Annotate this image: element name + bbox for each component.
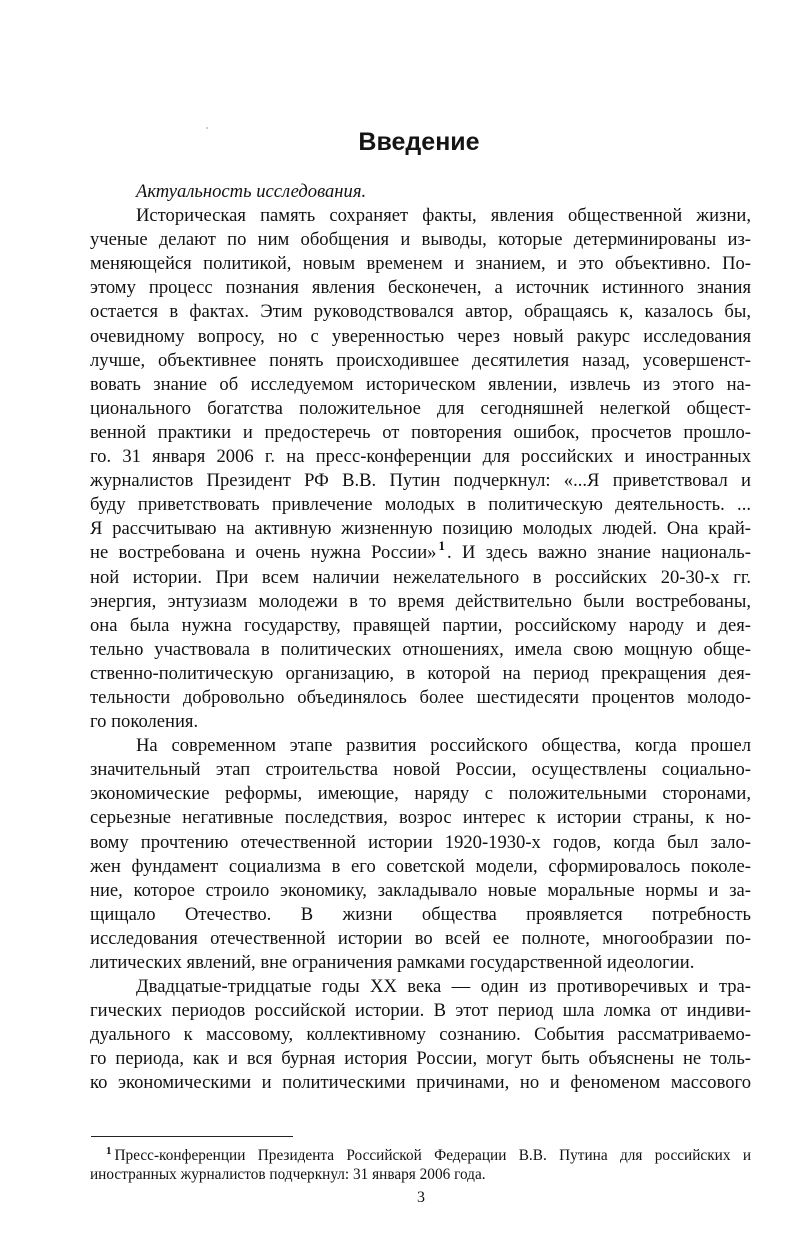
- page-number: 3: [417, 1189, 425, 1206]
- text-line: значительный этап строительства новой России, осуществлены социально-: [90, 759, 751, 781]
- footnote-marker: 1: [106, 1145, 112, 1157]
- text-line: меняющейся политикой, новым временем и знанием, и это объективно. По-: [90, 253, 751, 275]
- text-line: жен фундамент социализма в его советской модели, сформировалось поколе-: [90, 855, 751, 877]
- text-line: энергия, энтузиазм молодежи в то время действительно были востребованы,: [90, 590, 751, 612]
- text-line: ной истории. При всем наличии нежелательного в российских 20-30-х гг.: [90, 566, 751, 588]
- text-line: она была нужна государству, правящей партии, российскому народу и дея-: [90, 614, 751, 636]
- text-line: [90, 538, 751, 565]
- footnote: [90, 1146, 751, 1184]
- text-line: дуального к массовому, коллективному сознанию. События рассматриваемо-: [90, 1024, 751, 1046]
- footnote-text-2: иностранных журналистов подчеркнул: 31 января 2006 года.: [90, 1166, 486, 1183]
- text-line: го периода, как и вся бурная история России, могут быть объяснены не толь-: [90, 1048, 751, 1070]
- body-text: [90, 180, 751, 1096]
- footnote-ref: 1: [438, 538, 445, 554]
- text-line: го. 31 января 2006 г. на пресс-конференции для российских и иностранных: [90, 446, 751, 468]
- footnote-separator: [91, 1136, 293, 1137]
- text-line: ционального богатства положительное для сегодняшней нелегкой общест-: [90, 397, 751, 419]
- text-line: щищало Отечество. В жизни общества проявляется потребность: [90, 903, 751, 925]
- text-fragment: не востребована и очень нужна России»: [90, 542, 437, 564]
- text-fragment: . И здесь важно знание националь-: [446, 542, 751, 564]
- text-line: лучше, объективнее понять происходившее десятилетия назад, усовершенст-: [90, 349, 751, 371]
- text-line: ученые делают по ним обобщения и выводы, которые детерминированы из-: [90, 229, 751, 251]
- footnote-text-1: Пресс-конференции Президента Российской Федерации В.В. Путина для российских и: [114, 1147, 751, 1164]
- text-line: журналистов Президент РФ В.В. Путин подчеркнул: «...Я приветствовал и: [90, 470, 751, 492]
- text-line: экономические реформы, имеющие, наряду с положительными сторонами,: [90, 783, 751, 805]
- footnote-line: [90, 1146, 751, 1165]
- footnote-line: [90, 1165, 751, 1184]
- text-line: очевидному вопросу, но с уверенностью через новый ракурс исследования: [90, 325, 751, 347]
- text-line: тельно участвовала в политических отношениях, имела свою мощную обще-: [90, 638, 751, 660]
- text-line: ние, которое строило экономику, закладывало новые моральные нормы и за-: [90, 879, 751, 901]
- text-line: ственно-политическую организацию, в которой на период прекращения дея-: [90, 662, 751, 684]
- text-line: вому прочтению отечественной истории 1920-1930-х годов, когда был зало-: [90, 831, 751, 853]
- text-line: венной практики и предостеречь от повторения ошибок, просчетов прошло-: [90, 421, 751, 443]
- text-line: ко экономическими и политическими причинами, но и феноменом массового: [90, 1072, 751, 1094]
- text-line: Историческая память сохраняет факты, явления общественной жизни,: [136, 205, 751, 227]
- text-line: этому процесс познания явления бесконечен, а источник истинного знания: [90, 277, 751, 299]
- subheading: Актуальность исследования.: [136, 181, 367, 202]
- text-line: Двадцатые-тридцатые годы XX века — один из противоречивых и тра-: [136, 976, 751, 998]
- text-line: го поколения.: [90, 711, 199, 733]
- text-line: литических явлений, вне ограничения рамками государственной идеологии.: [90, 952, 695, 973]
- text-line: буду приветствовать привлечение молодых в политическую деятельность. ...: [90, 494, 751, 516]
- text-line: Я рассчитываю на активную жизненную позицию молодых людей. Она край-: [90, 518, 751, 540]
- text-line: тельности добровольно объединялось более шестидесяти процентов молодо-: [90, 686, 751, 708]
- text-line: На современном этапе развития российского общества, когда прошел: [136, 735, 751, 757]
- text-line: остается в фактах. Этим руководствовался автор, обращаясь к, казалось бы,: [90, 301, 751, 323]
- text-line: исследования отечественной истории во всей ее полноте, многообразии по-: [90, 927, 751, 949]
- text-line: вовать знание об исследуемом историческом явлении, извлечь из этого на-: [90, 373, 751, 395]
- page-title: Введение: [358, 128, 480, 156]
- text-line: серьезные негативные последствия, возрос интерес к истории страны, к но-: [90, 807, 751, 829]
- text-line: гических периодов российской истории. В этот период шла ломка от индиви-: [90, 1000, 751, 1022]
